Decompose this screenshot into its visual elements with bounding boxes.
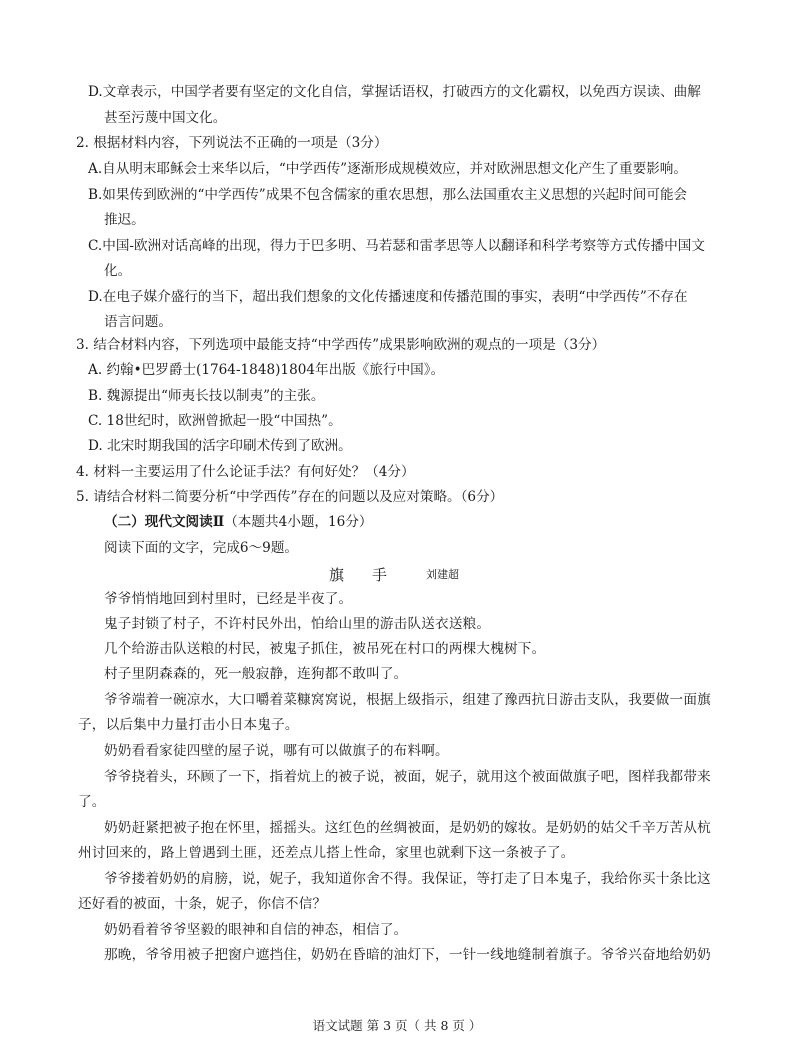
- q2-option-d-line2: 语言问题。: [104, 314, 172, 330]
- page-footer: 语文试题 第 3 页（ 共 8 页 ）: [312, 1018, 482, 1033]
- story-paragraph-2: 鬼子封锁了村子，不许村民外出，怕给山里的游击队送衣送粮。: [104, 616, 491, 632]
- story-paragraph-8-line2: 州讨回来的，路上曾遇到土匪，还差点儿搭上性命，家里也就剩下这一条被子了。: [78, 845, 575, 861]
- story-paragraph-9-line1: 爷爷搂着奶奶的肩膀，说，妮子，我知道你舍不得。我保证，等打走了日本鬼子，我给你买十条比这: [104, 871, 711, 887]
- q2-stem: 2. 根据材料内容，下列说法不正确的一项是（3分）: [76, 135, 388, 151]
- q1-option-d-line2: 甚至污蔑中国文化。: [104, 110, 227, 126]
- q4-stem: 4. 材料一主要运用了什么论证手法？有何好处？（4分）: [76, 464, 415, 480]
- q1-option-d-line1: D.文章表示，中国学者要有坚定的文化自信，掌握话语权，打破西方的文化霸权，以免西方误读、曲解: [88, 84, 701, 100]
- q2-option-b-line1: B.如果传到欧洲的“中学西传”成果不包含儒家的重农思想，那么法国重农主义思想的兴起时间可能会: [88, 187, 688, 203]
- story-paragraph-7-line2: 了。: [78, 794, 106, 810]
- q2-option-b-line2: 推迟。: [104, 212, 145, 228]
- q3-option-b: B. 魏源提出“师夷长技以制夷”的主张。: [88, 388, 325, 404]
- q2-option-a: A.自从明末耶稣会士来华以后，“中学西传”逐渐形成规模效应，并对欧洲思想文化产生了重要影响。: [88, 161, 687, 177]
- q5-stem: 5. 请结合材料二简要分析“中学西传”存在的问题以及应对策略。（6分）: [76, 489, 504, 505]
- q3-stem: 3. 结合材料内容，下列选项中最能支持“中学西传”成果影响欧洲的观点的一项是（3分）: [76, 337, 606, 353]
- section2-heading-bold: （二）现代文阅读Ⅱ: [104, 514, 225, 530]
- story-paragraph-6: 奶奶看看家徒四壁的屋子说，哪有可以做旗子的布料啊。: [104, 743, 449, 759]
- story-paragraph-10: 奶奶看着爷爷坚毅的眼神和自信的神态，相信了。: [104, 922, 408, 938]
- story-paragraph-8-line1: 奶奶赶紧把被子抱在怀里，摇摇头。这红色的丝绸被面，是奶奶的嫁妆。是奶奶的姑父千辛万苦从杭: [104, 820, 711, 836]
- q3-option-d: D. 北宋时期我国的活字印刷术传到了欧洲。: [88, 438, 352, 454]
- story-paragraph-9-line2: 还好看的被面，十条，妮子，你信不信？: [78, 896, 327, 912]
- story-author: 刘建超: [426, 568, 459, 581]
- story-paragraph-7-line1: 爷爷挠着头，环顾了一下，指着炕上的被子说，被面，妮子，就用这个被面做旗子吧，图样我都带来: [104, 769, 711, 785]
- story-paragraph-5-line1: 爷爷端着一碗凉水，大口嚼着菜糠窝窝说，根据上级指示，组建了豫西抗日游击支队，我要做一面旗: [104, 692, 711, 708]
- section2-heading: [104, 512, 373, 532]
- q3-option-a: A. 约翰•巴罗爵士(1764-1848)1804年出版《旅行中国》。: [88, 362, 445, 378]
- story-paragraph-4: 村子里阴森森的，死一般寂静，连狗都不敢叫了。: [104, 666, 408, 682]
- story-paragraph-5-line2: 子，以后集中力量打击小日本鬼子。: [78, 717, 299, 733]
- story-paragraph-11: 那晚，爷爷用被子把窗户遮挡住，奶奶在昏暗的油灯下，一针一线地缝制着旗子。爷爷兴奋地给奶奶: [104, 947, 711, 963]
- section2-heading-rest: （本题共4小题，16分）: [224, 514, 373, 530]
- q3-option-c: C. 18世纪时，欧洲曾掀起一股“中国热”。: [88, 413, 342, 429]
- story-paragraph-1: 爷爷悄悄地回到村里时，已经是半夜了。: [104, 591, 353, 607]
- section2-instruction: 阅读下面的文字，完成6～9题。: [104, 540, 299, 556]
- q2-option-c-line2: 化。: [104, 263, 132, 279]
- q2-option-d-line1: D.在电子媒介盛行的当下，超出我们想象的文化传播速度和传播范围的事实，表明“中学西传”不存在: [88, 289, 688, 305]
- story-title: 旗手: [329, 566, 416, 584]
- q2-option-c-line1: C.中国-欧洲对话高峰的出现，得力于巴多明、马若瑟和雷孝思等人以翻译和科学考察等方式传播中国文: [88, 238, 705, 254]
- story-paragraph-3: 几个给游击队送粮的村民，被鬼子抓住，被吊死在村口的两棵大槐树下。: [104, 641, 546, 657]
